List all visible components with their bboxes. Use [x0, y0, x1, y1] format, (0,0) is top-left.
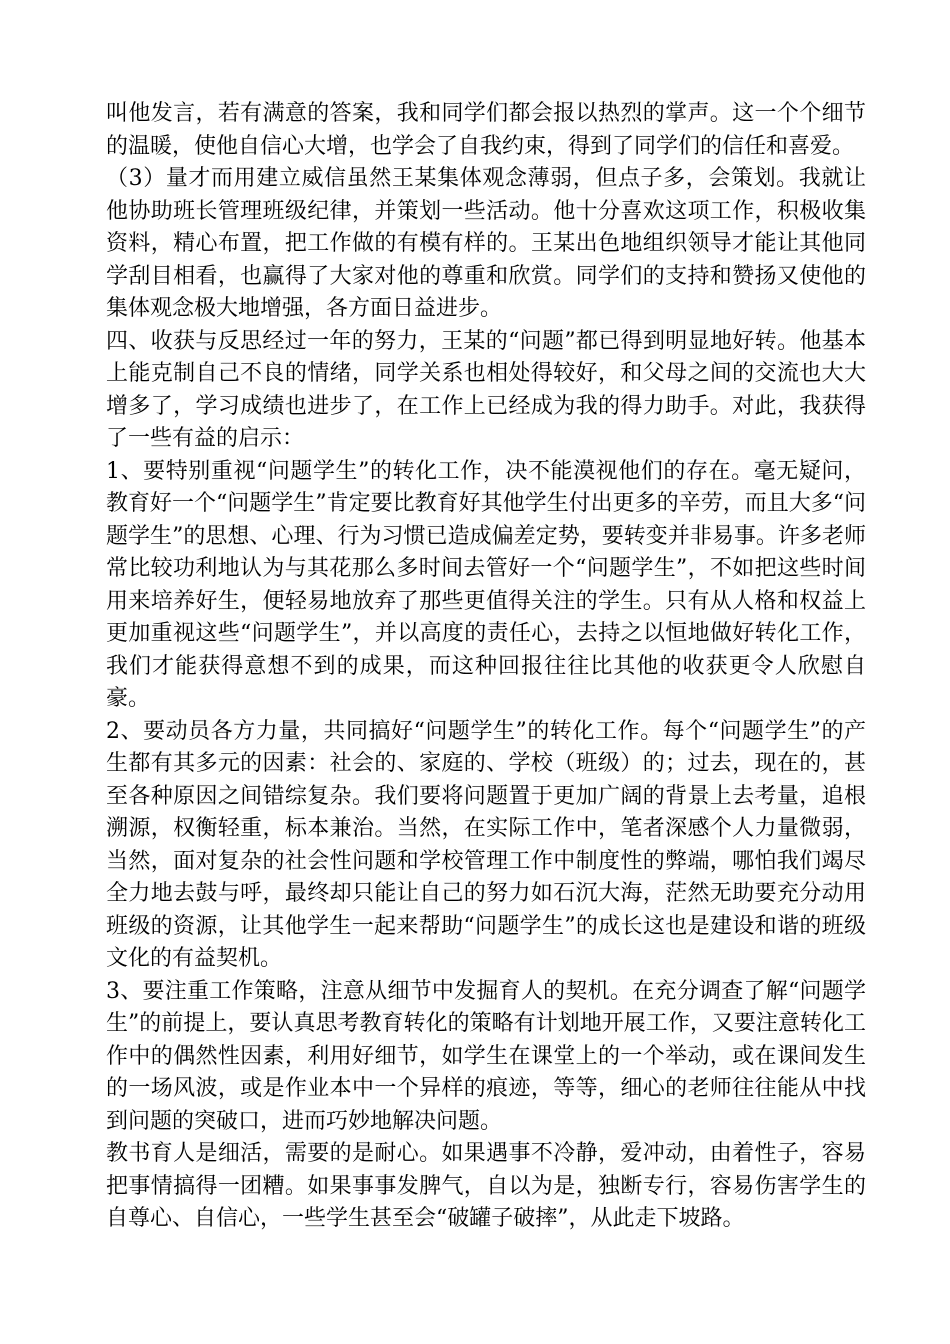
paragraph: 四、收获与反思经过一年的努力，王某的“问题”都已得到明显地好转。他基本上能克制自己不良的情绪，同学关系也相处得较好，和父母之间的交流也大大增多了，学习成绩也进步了，在工作上已经成为我的得力助手。对此，我获得了一些有益的启示：	[106, 328, 866, 451]
document-page	[106, 98, 866, 1236]
paragraph: 2、要动员各方力量，共同搞好“问题学生”的转化工作。每个“问题学生”的产生都有其多元的因素：社会的、家庭的、学校（班级）的；过去，现在的，甚至各种原因之间错综复杂。我们要将问题置于更加广阔的背景上去考量，追根溯源，权衡轻重，标本兼治。当然，在实际工作中，笔者深感个人力量微弱，当然，面对复杂的社会性问题和学校管理工作中制度性的弊端，哪怕我们竭尽全力地去鼓与呼，最终却只能让自己的努力如石沉大海，茫然无助要充分动用班级的资源，让其他学生一起来帮助“问题学生”的成长这也是建设和谐的班级文化的有益契机。	[106, 718, 866, 971]
paragraph: 1、要特别重视“问题学生”的转化工作，决不能漠视他们的存在。毫无疑问，教育好一个“问题学生”肯定要比教育好其他学生付出更多的辛劳，而且大多“问题学生”的思想、心理、行为习惯已造成偏差定势，要转变并非易事。许多老师常比较功利地认为与其花那么多时间去管好一个“问题学生”，不如把这些时间用来培养好生，便轻易地放弃了那些更值得关注的学生。只有从人格和权益上更加重视这些“问题学生”，并以高度的责任心，去持之以恒地做好转化工作，我们才能获得意想不到的成果，而这种回报往往比其他的收获更令人欣慰自豪。	[106, 458, 866, 711]
paragraph: 3、要注重工作策略，注意从细节中发掘育人的契机。在充分调查了解“问题学生”的前提上，要认真思考教育转化的策略有计划地开展工作，又要注意转化工作中的偶然性因素，利用好细节，如学生在课堂上的一个举动，或在课间发生的一场风波，或是作业本中一个异样的痕迹，等等，细心的老师往往能从中找到问题的突破口，进而巧妙地解决问题。	[106, 978, 866, 1134]
paragraph: 叫他发言，若有满意的答案，我和同学们都会报以热烈的掌声。这一个个细节的温暖，使他自信心大增，也学会了自我约束，得到了同学们的信任和喜爱。	[106, 101, 866, 159]
paragraph: （3）量才而用建立威信虽然王某集体观念薄弱，但点子多，会策划。我就让他协助班长管理班级纪律，并策划一些活动。他十分喜欢这项工作，积极收集资料，精心布置，把工作做的有模有样的。王某出色地组织领导才能让其他同学刮目相看，也赢得了大家对他的尊重和欣赏。同学们的支持和赞扬又使他的集体观念极大地增强，各方面日益进步。	[106, 166, 866, 321]
paragraph: 教书育人是细活，需要的是耐心。如果遇事不冷静，爱冲动，由着性子，容易把事情搞得一团糟。如果事事发脾气，自以为是，独断专行，容易伤害学生的自尊心、自信心，一些学生甚至会“破罐子破摔”，从此走下坡路。	[106, 1141, 866, 1231]
